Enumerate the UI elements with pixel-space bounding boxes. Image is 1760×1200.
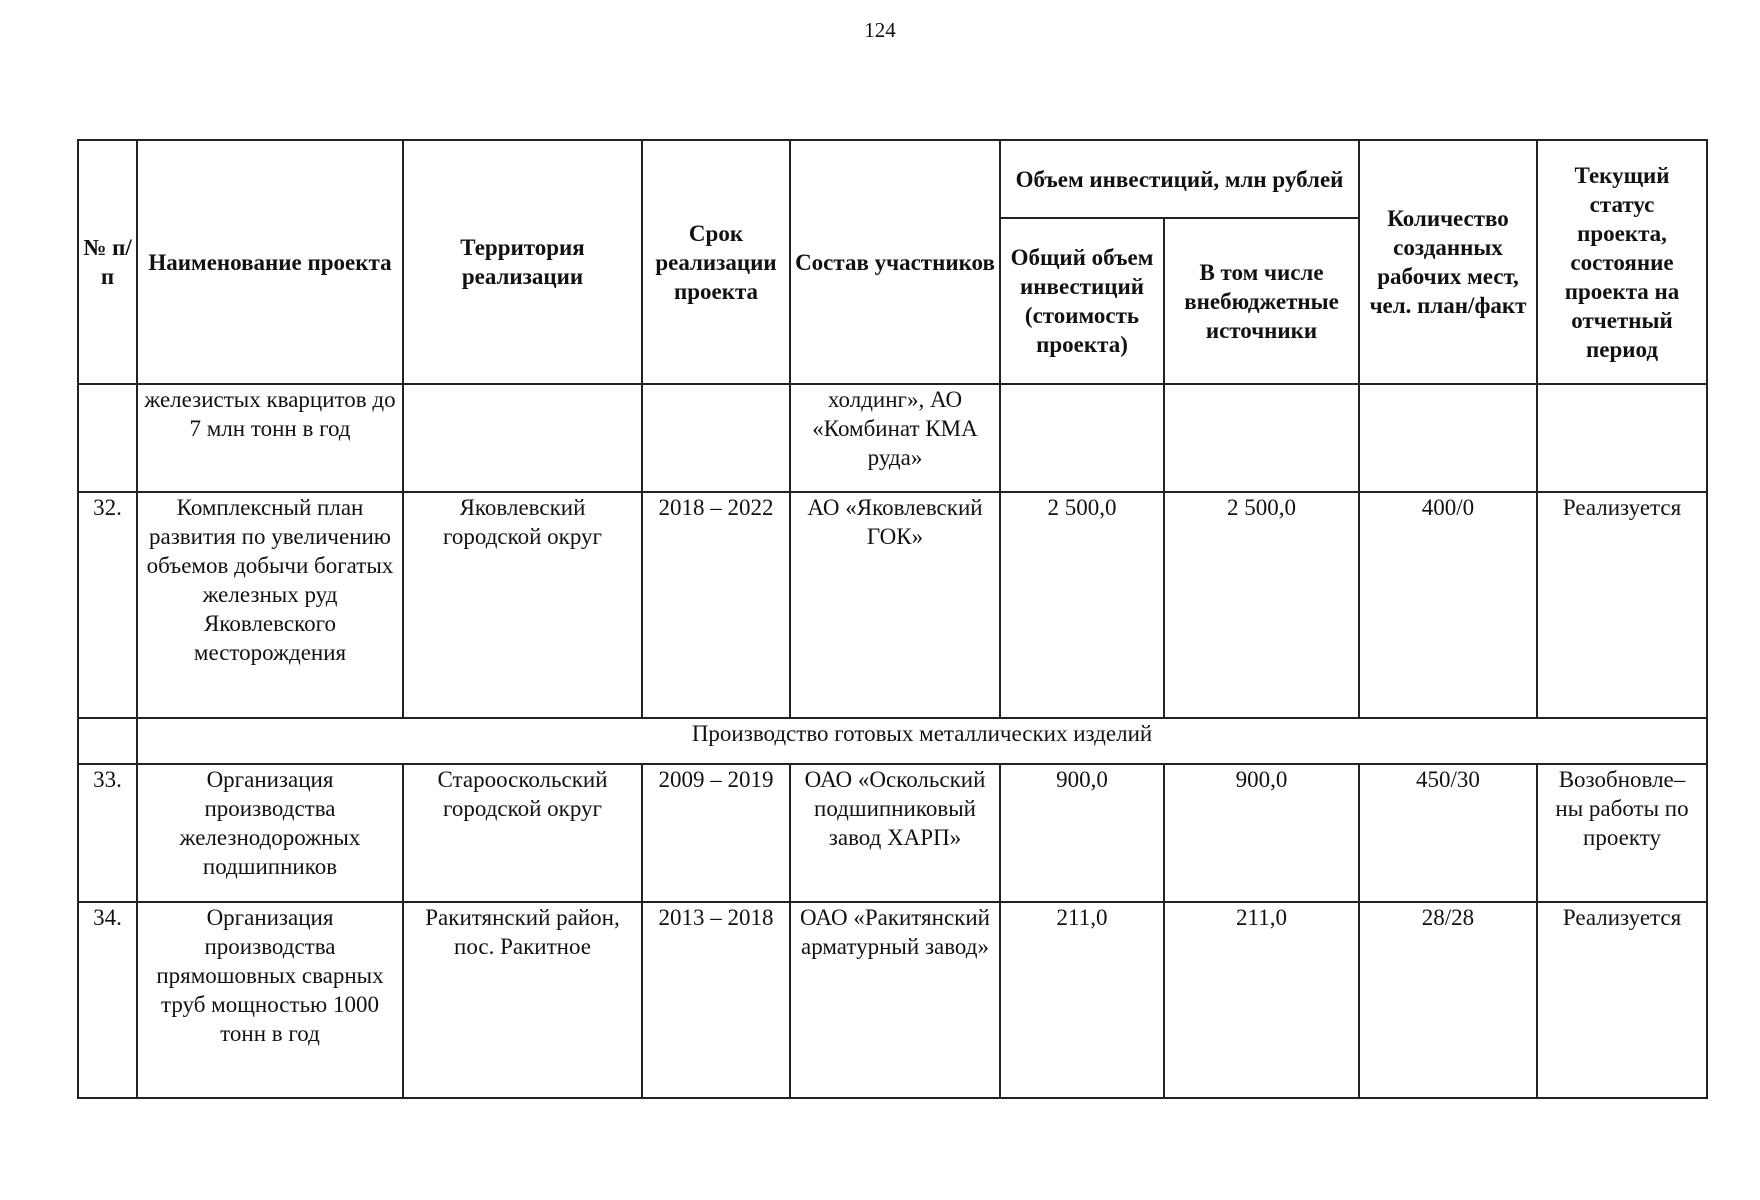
section-row [78,718,1707,764]
table-row [78,764,1707,902]
header-status: Текущий статус проекта, состояние проекта на отчетный период [1537,140,1707,384]
header-name: Наименование проекта [137,140,403,384]
cell-participants: холдинг», АО «Комбинат КМА руда» [790,384,1000,492]
cell-investment-extra: 211,0 [1164,902,1359,1098]
header-territory: Территория реализации [403,140,642,384]
cell-investment-total: 211,0 [1000,902,1164,1098]
cell-participants: АО «Яковлевский ГОК» [790,492,1000,718]
cell-jobs: 400/0 [1359,492,1537,718]
cell-jobs [1359,384,1537,492]
cell-investment-extra: 900,0 [1164,764,1359,902]
cell-territory: Старооскольский городской округ [403,764,642,902]
header-investment-total: Общий объем инвестиций (стоимость проекта) [1000,218,1164,384]
cell-investment-extra [1164,384,1359,492]
cell-investment-total: 900,0 [1000,764,1164,902]
cell-territory [403,384,642,492]
table-row [78,902,1707,1098]
cell-jobs: 28/28 [1359,902,1537,1098]
cell-name: Комплексный план развития по увеличению объемов добычи богатых железных руд Яковлевского месторождения [137,492,403,718]
cell-jobs: 450/30 [1359,764,1537,902]
cell-name: железистых кварцитов до 7 млн тонн в год [137,384,403,492]
section-num-cell [78,718,137,764]
cell-investment-total: 2 500,0 [1000,492,1164,718]
cell-status: Реализуется [1537,492,1707,718]
cell-territory: Яковлевский городской округ [403,492,642,718]
cell-status [1537,384,1707,492]
header-period: Срок реализации проекта [642,140,790,384]
header-investment-extra: В том числе внебюджетные источники [1164,218,1359,384]
header-row [78,140,1707,218]
cell-period: 2009 – 2019 [642,764,790,902]
cell-status: Возобновле– ны работы по проекту [1537,764,1707,902]
table-row-continuation [78,384,1707,492]
cell-period: 2013 – 2018 [642,902,790,1098]
cell-investment-extra: 2 500,0 [1164,492,1359,718]
cell-num [78,384,137,492]
section-title: Производство готовых металлических изделий [137,718,1707,764]
header-jobs: Количество созданных рабочих мест, чел. план/факт [1359,140,1537,384]
cell-name: Организация производства прямошовных сварных труб мощностью 1000 тонн в год [137,902,403,1098]
cell-participants: ОАО «Ракитянский арматурный завод» [790,902,1000,1098]
cell-territory: Ракитянский район, пос. Ракитное [403,902,642,1098]
cell-participants: ОАО «Оскольский подшипниковый завод ХАРП» [790,764,1000,902]
cell-num: 34. [78,902,137,1098]
cell-name: Организация производства железнодорожных подшипников [137,764,403,902]
header-investment-group: Объем инвестиций, млн рублей [1000,140,1359,218]
investment-projects-table [77,139,1708,1099]
header-num: № п/п [78,140,137,384]
cell-num: 32. [78,492,137,718]
cell-investment-total [1000,384,1164,492]
cell-period [642,384,790,492]
cell-period: 2018 – 2022 [642,492,790,718]
header-participants: Состав участников [790,140,1000,384]
page-number: 124 [864,18,896,42]
table-row [78,492,1707,718]
cell-num: 33. [78,764,137,902]
cell-status: Реализуется [1537,902,1707,1098]
